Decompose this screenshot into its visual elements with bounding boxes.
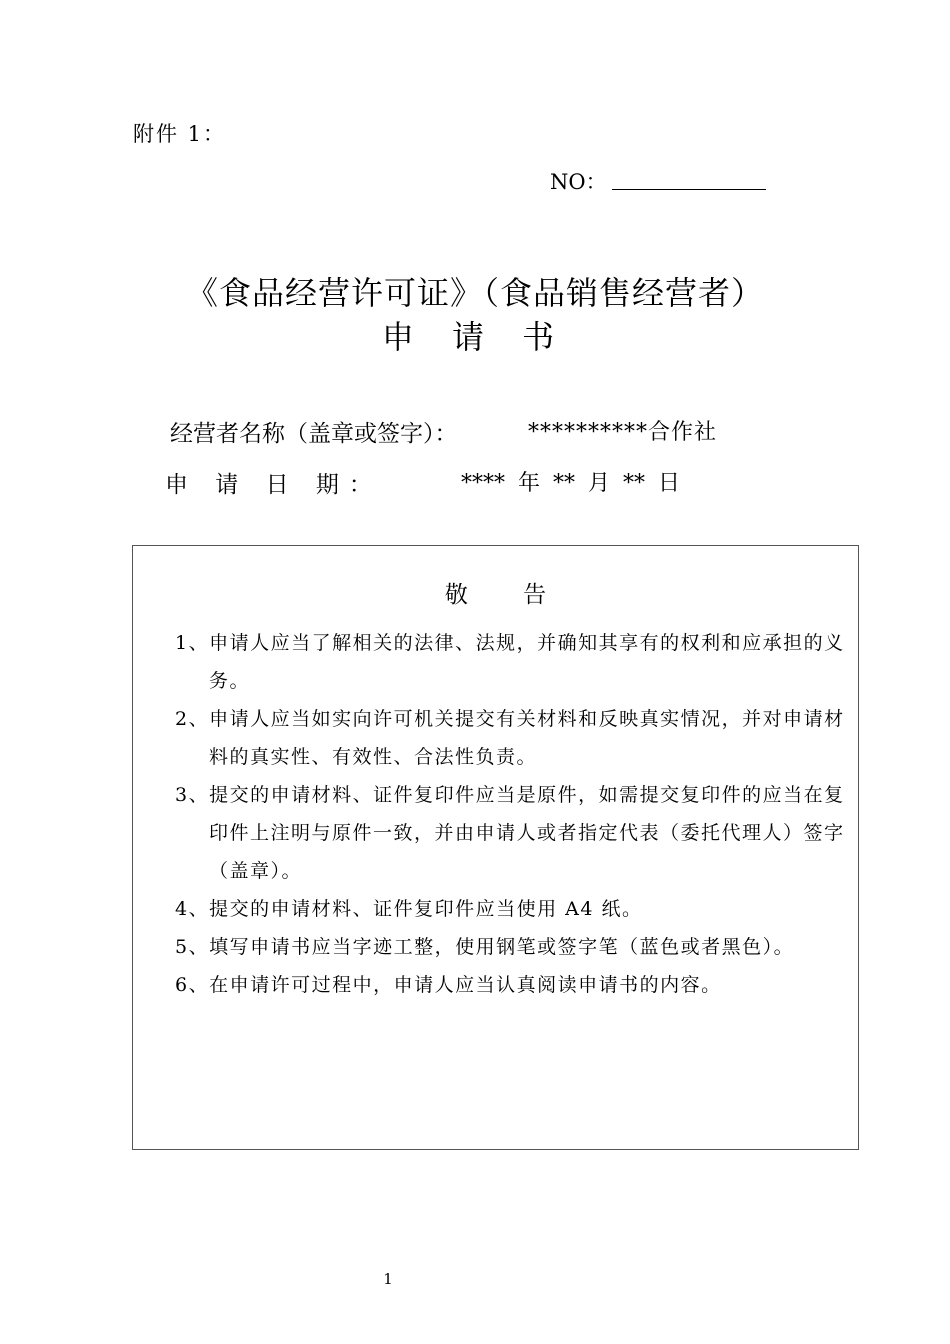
- operator-name-label: 经营者名称（盖章或签字）：: [170, 421, 458, 447]
- notice-box: [132, 545, 859, 1150]
- notice-title: 敬 告: [444, 582, 571, 608]
- document-subtitle: 申 请 书: [381, 318, 569, 356]
- notice-item: 5、填写申请书应当字迹工整，使用钢笔或签字笔（蓝色或者黑色）。: [175, 936, 795, 958]
- notice-item: 1、申请人应当了解相关的法律、法规，并确知其享有的权利和应承担的义务。: [175, 632, 845, 692]
- application-date-label: 申 请 日 期：: [165, 472, 382, 498]
- page-number: 1: [383, 1270, 393, 1288]
- notice-list: [175, 624, 845, 1004]
- notice-item: 2、申请人应当如实向许可机关提交有关材料和反映真实情况，并对申请材料的真实性、有效性、合法性负责。: [175, 708, 845, 768]
- notice-item: 3、提交的申请材料、证件复印件应当是原件，如需提交复印件的应当在复印件上注明与原件一致，并由申请人或者指定代表（委托代理人）签字（盖章）。: [175, 784, 845, 882]
- document-title: 《食品经营许可证》（食品销售经营者）: [185, 274, 764, 312]
- document-number-label: NO：: [550, 170, 607, 194]
- application-date-value: **** 年 ** 月 ** 日: [461, 471, 680, 496]
- operator-name-value: **********合作社: [528, 420, 718, 445]
- notice-item: 6、在申请许可过程中，申请人应当认真阅读申请书的内容。: [175, 974, 722, 996]
- document-number-blank[interactable]: [612, 189, 766, 190]
- attachment-label: 附件 1：: [133, 122, 227, 146]
- notice-item: 4、提交的申请材料、证件复印件应当使用 A4 纸。: [175, 898, 643, 920]
